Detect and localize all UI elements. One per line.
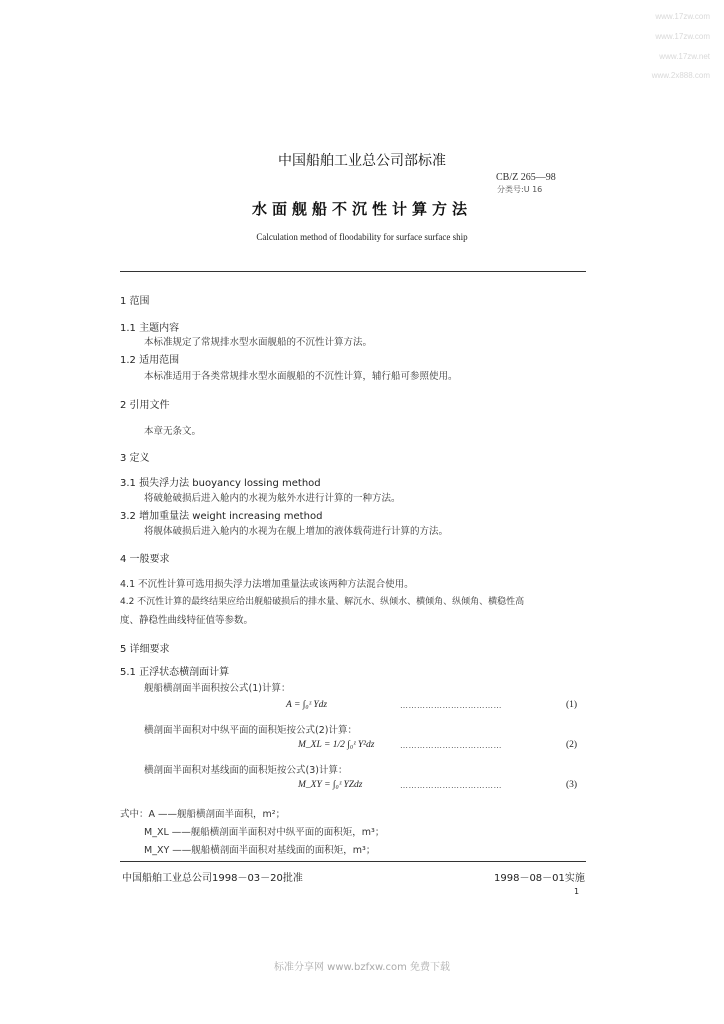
section-4-2-text-line-1: 4.2 不沉性计算的最终结果应给出舰船破损后的排水量、解沉水、纵倾水、横倾角、纵倾角、横稳性高: [120, 597, 525, 607]
definition-mxl: M_XL ——舰船横剖面半面积对中纵平面的面积矩，m³；: [144, 827, 385, 838]
section-5-1-heading: 5.1 正浮状态横剖面计算: [120, 667, 230, 678]
section-1-1-heading: 1.1 主题内容: [120, 323, 180, 334]
section-5-1-text-a: 舰船横剖面半面积按公式(1)计算：: [144, 683, 291, 694]
formula-2: M_XL = 1/2 ∫₀ᶻ Y²dz: [298, 740, 375, 750]
standard-org-title: 中国船舶工业总公司部标准: [278, 153, 446, 169]
header-divider: [120, 271, 586, 272]
formula-1-number: (1): [566, 700, 578, 710]
section-1-2-body: 本标准适用于各类常规排水型水面舰船的不沉性计算，辅行船可参照使用。: [144, 371, 458, 382]
document-title: 水面舰船不沉性计算方法: [251, 200, 472, 218]
section-2-heading: 2 引用文件: [120, 400, 170, 411]
section-1-2-heading: 1.2 适用范围: [120, 355, 180, 366]
standard-code: CB/Z 265—98: [496, 172, 556, 183]
definition-mxy: M_XY ——舰船横剖面半面积对基线面的面积矩，m³；: [144, 845, 376, 856]
formula-3-leader: ………………………………: [400, 781, 502, 790]
watermark-line-1: www.17zw.com: [655, 12, 710, 21]
section-1-heading: 1 范围: [120, 296, 150, 307]
section-5-heading: 5 详细要求: [120, 644, 170, 655]
implementation-date: 1998－08－01实施: [494, 873, 585, 884]
section-4-2-text-line-2: 度、静稳性曲线特征值等参数。: [120, 615, 254, 626]
classification-number: 分类号:U 16: [497, 185, 543, 194]
watermark-line-3: www.17zw.net: [659, 52, 710, 61]
watermark-line-4: www.2x888.com: [651, 71, 710, 80]
watermark-line-2: www.17zw.com: [655, 32, 710, 41]
section-4-heading: 4 一般要求: [120, 554, 170, 565]
download-notice: 标准分享网 www.bzfxw.com 免费下载: [274, 962, 450, 973]
section-3-2-body: 将舰体破损后进入舱内的水视为在舰上增加的液体载荷进行计算的方法。: [144, 526, 449, 537]
formula-3: M_XY = ∫₀ᶻ YZdz: [298, 780, 363, 790]
section-3-1-body: 将破舱破损后进入舱内的水视为舷外水进行计算的一种方法。: [144, 493, 401, 504]
page-number: 1: [574, 887, 580, 896]
section-2-body: 本章无条文。: [144, 426, 202, 437]
section-1-1-body: 本标准规定了常规排水型水面舰船的不沉性计算方法。: [144, 337, 373, 348]
section-4-1-text: 4.1 不沉性计算可选用损失浮力法增加重量法或该两种方法混合使用。: [120, 579, 414, 590]
approval-date: 中国船舶工业总公司1998－03－20批准: [122, 873, 303, 884]
section-3-2-heading: 3.2 增加重量法 weight increasing method: [120, 511, 323, 522]
formula-1: A = ∫₀ᶻ Ydz: [286, 700, 328, 710]
footer-divider: [120, 861, 586, 862]
document-subtitle-english: Calculation method of floodability for surface surface ship: [256, 232, 468, 242]
section-5-1-text-b: 横剖面半面积对中纵平面的面积矩按公式(2)计算：: [144, 725, 357, 736]
definition-a: 式中：A ——舰船横剖面半面积，m²；: [120, 809, 286, 820]
formula-1-leader: ………………………………: [400, 701, 502, 710]
section-3-1-heading: 3.1 损失浮力法 buoyancy lossing method: [120, 478, 321, 489]
formula-3-number: (3): [566, 780, 578, 790]
section-3-heading: 3 定义: [120, 453, 150, 464]
formula-2-number: (2): [566, 740, 578, 750]
section-5-1-text-c: 横剖面半面积对基线面的面积矩按公式(3)计算：: [144, 765, 348, 776]
formula-2-leader: ………………………………: [400, 741, 502, 750]
